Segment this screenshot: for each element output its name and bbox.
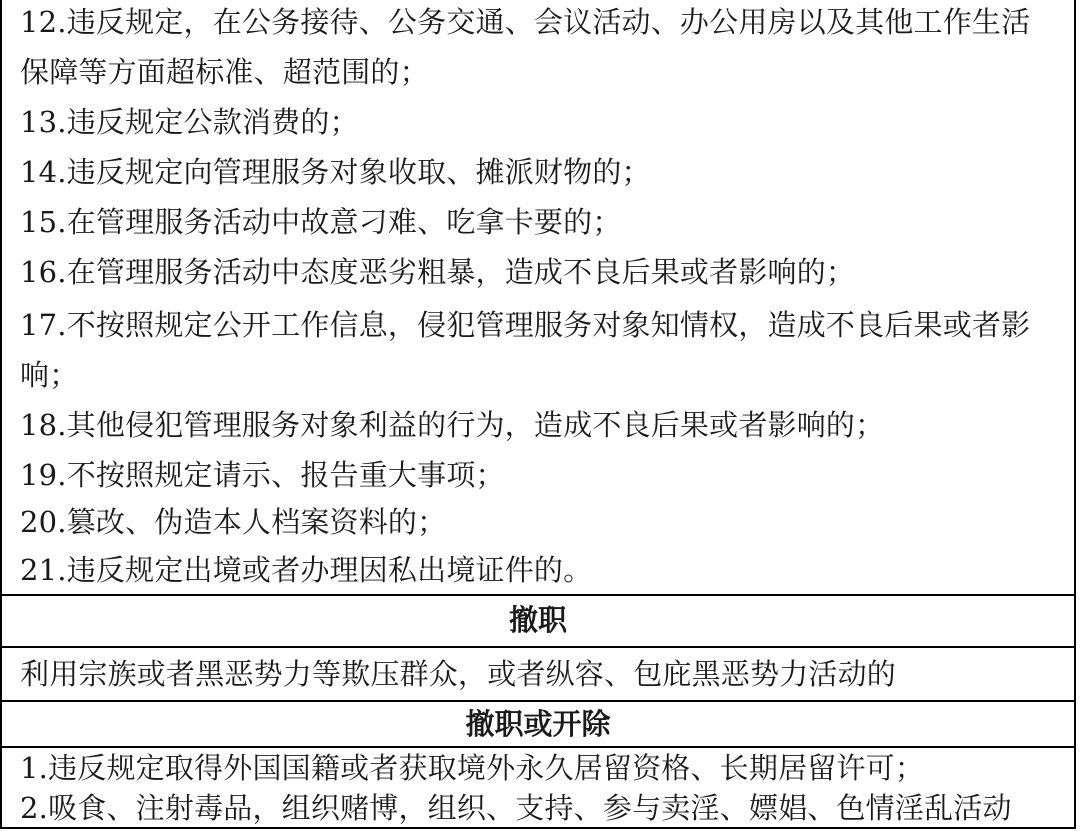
list-item: 保障等方面超标准、超范围的； — [20, 55, 429, 89]
list-item: 20.篡改、伪造本人档案资料的； — [20, 505, 447, 539]
dismissal-content-row — [2, 646, 1074, 700]
list-item: 14.违反规定向管理服务对象收取、摊派财物的； — [20, 155, 651, 189]
list-item: 21.违反规定出境或者办理因私出境证件的。 — [20, 553, 593, 587]
dismissal-or-expulsion-content — [2, 746, 1074, 829]
section-title: 撤职或开除 — [465, 707, 611, 741]
list-item: 13.违反规定公款消费的； — [20, 105, 359, 139]
list-item: 1.违反规定取得外国国籍或者获取境外永久居留资格、长期居留许可； — [20, 751, 925, 785]
list-item: 2.吸食、注射毒品，组织赌博，组织、支持、参与卖淫、嫖娼、色情淫乱活动 — [20, 791, 1012, 825]
list-item: 17.不按照规定公开工作信息，侵犯管理服务对象知情权，造成不良后果或者影 — [20, 308, 1031, 342]
list-item: 12.违反规定，在公务接待、公务交通、会议活动、办公用房以及其他工作生活 — [20, 5, 1031, 39]
violation-list — [2, 0, 1074, 594]
list-item: 15.在管理服务活动中故意刁难、吃拿卡要的； — [20, 205, 622, 239]
list-item: 16.在管理服务活动中态度恶劣粗暴，造成不良后果或者影响的； — [20, 255, 856, 289]
list-item: 19.不按照规定请示、报告重大事项； — [20, 458, 505, 492]
section-header-dismissal — [2, 594, 1074, 646]
list-item: 利用宗族或者黑恶势力等欺压群众，或者纵容、包庇黑恶势力活动的 — [20, 657, 897, 691]
list-item: 18.其他侵犯管理服务对象利益的行为，造成不良后果或者影响的； — [20, 408, 885, 442]
list-item: 响； — [20, 358, 79, 392]
section-title: 撤职 — [508, 603, 567, 637]
section-header-dismissal-or-expulsion — [2, 700, 1074, 746]
